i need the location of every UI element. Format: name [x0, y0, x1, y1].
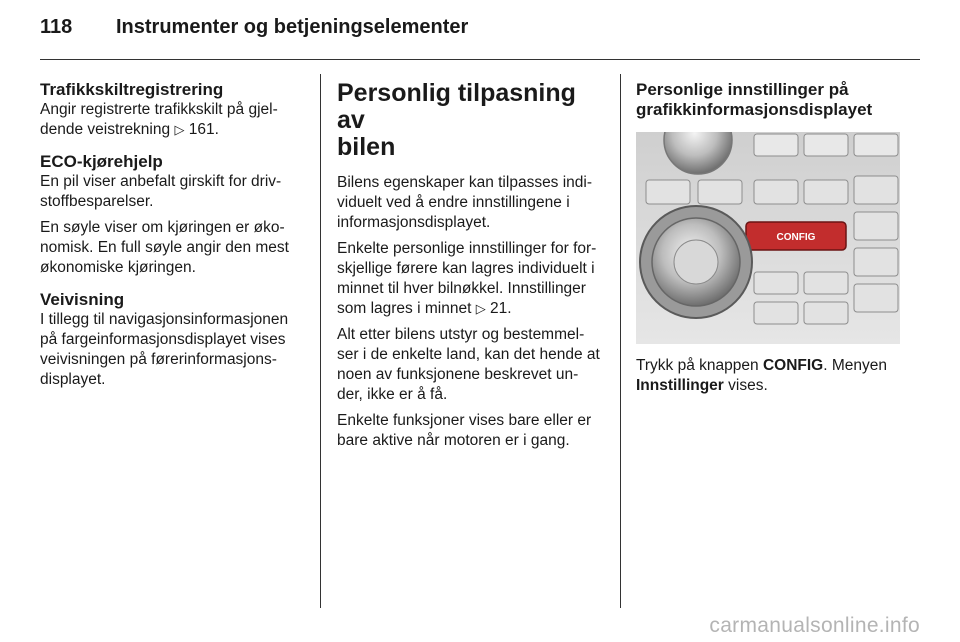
text-line: dende veistrekning [40, 121, 171, 138]
heading-line: bilen [337, 133, 396, 161]
section-trafikkskilt [40, 80, 302, 140]
heading-line: Personlig tilpasning av [337, 79, 576, 134]
column-2 [337, 80, 603, 457]
caption-text: Trykk på knappen [636, 357, 759, 374]
column-3 [636, 80, 902, 402]
paragraph: Alt etter bilens utstyr og bestemmel-ser i de enkelte land, kan det hende at noen av funksjonene beskrevet un-der, ikke er å få. [337, 326, 600, 403]
page-reference: 161. [188, 121, 219, 138]
text-line: Enkelte personlige innstillinger for for-skjellige førere kan lagres individuelt i minnet til hver bilnøkkel. Innstillinger som lagres i minnet [337, 240, 597, 317]
section-heading: ECO-kjørehjelp [40, 152, 163, 171]
paragraph: Enkelte funksjoner vises bare eller er bare aktive når motoren er i gang. [337, 412, 592, 449]
heading-line: Personlige innstillinger på [636, 80, 849, 99]
dashboard-controls-illustration [636, 132, 900, 344]
section-heading: Veivisning [40, 290, 125, 309]
caption-text: vises. [728, 377, 768, 394]
column-divider-2 [620, 74, 621, 608]
section-veivisning [40, 290, 302, 390]
section-heading: Trafikkskiltregistrering [40, 80, 224, 99]
config-button-label: CONFIG [776, 232, 816, 243]
paragraph [337, 239, 603, 319]
config-panel-photo [636, 132, 900, 344]
page-number: 118 [40, 16, 73, 38]
page-header [40, 16, 468, 46]
section-eco [40, 152, 302, 278]
paragraph: Bilens egenskaper kan tilpasses indi-viduelt ved å endre innstillingene i informasjonsdisplayet. [337, 174, 593, 231]
text-line: Angir registrerte trafikkskilt på gjel- [40, 101, 278, 118]
paragraph: I tillegg til navigasjonsinformasjonen på fargeinformasjonsdisplayet vises veivisningen på førerinformasjons-displayet. [40, 311, 289, 388]
paragraph [40, 100, 302, 140]
caption-text: . Menyen [823, 357, 887, 374]
page-reference-arrow-icon: ▷ [174, 122, 185, 137]
chapter-heading [337, 80, 603, 161]
column-1 [40, 80, 302, 402]
page-reference: 21. [490, 300, 512, 317]
paragraph: En søyle viser om kjøringen er øko-nomisk. En full søyle angir den mest økonomiske kjøringen. [40, 219, 289, 276]
figure-caption [636, 356, 902, 396]
section-heading [636, 80, 902, 120]
caption-bold: Innstillinger [636, 377, 724, 394]
header-rule [40, 59, 920, 60]
page-reference-arrow-icon: ▷ [475, 301, 486, 316]
column-divider-1 [320, 74, 321, 608]
caption-bold: CONFIG [762, 357, 824, 374]
watermark: carmanualsonline.info [709, 614, 920, 637]
paragraph: En pil viser anbefalt girskift for driv-stoffbesparelser. [40, 173, 282, 210]
heading-line: grafikkinformasjonsdisplayet [636, 100, 873, 119]
page-title: Instrumenter og betjeningselementer [116, 16, 469, 38]
